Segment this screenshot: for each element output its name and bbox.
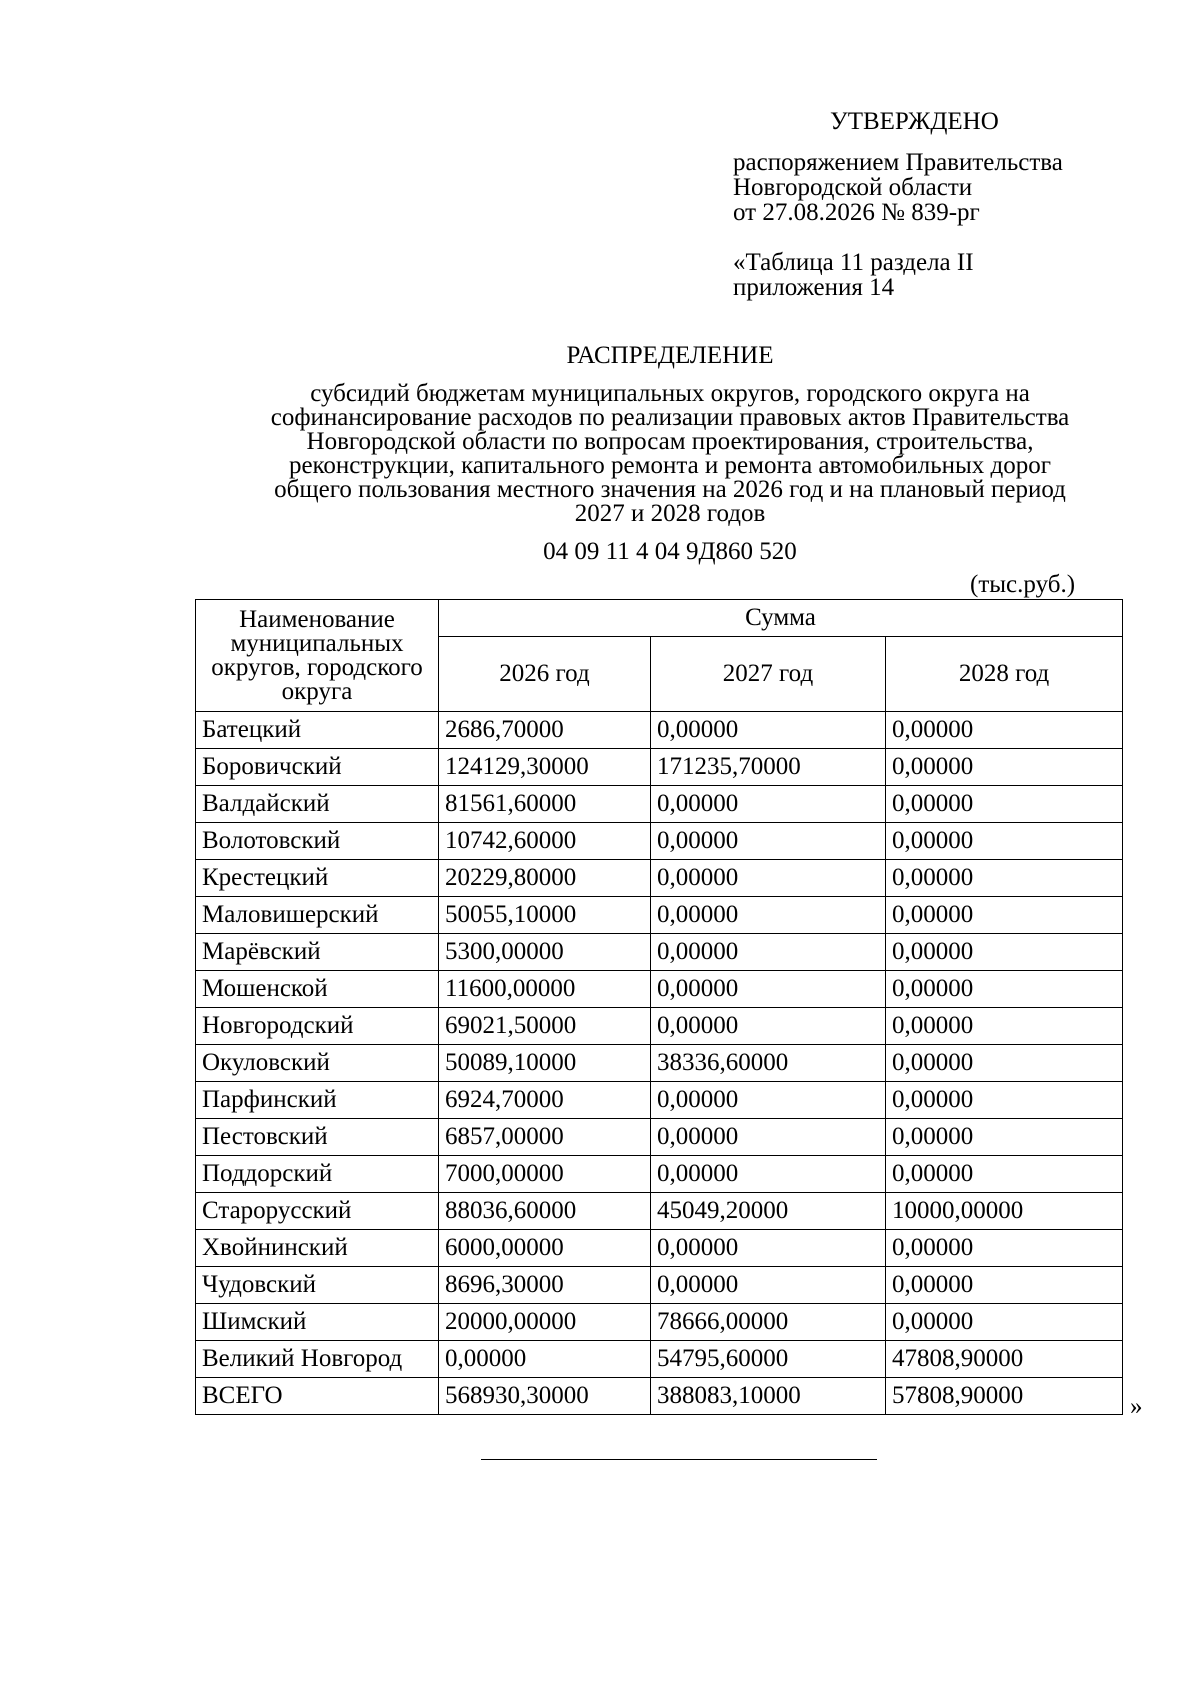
value-2028-cell: 0,00000: [886, 1045, 1123, 1082]
district-name-cell: Старорусский: [196, 1193, 439, 1230]
table-row: [196, 860, 1123, 897]
value-2026-cell: 0,00000: [439, 1341, 651, 1378]
name-column-header: Наименование муниципальных округов, городского округа: [196, 600, 439, 712]
subtitle-line: 2027 и 2028 годов: [574, 500, 766, 527]
table-row: [196, 823, 1123, 860]
value-2028-cell: 0,00000: [886, 897, 1123, 934]
value-2026-cell: 7000,00000: [439, 1156, 651, 1193]
table-row: [196, 1267, 1123, 1304]
total-row: [196, 1378, 1123, 1415]
district-name-cell: Марёвский: [196, 934, 439, 971]
district-name-cell: Крестецкий: [196, 860, 439, 897]
table-row: [196, 897, 1123, 934]
table-row: [196, 712, 1123, 749]
district-name-cell: Великий Новгород: [196, 1341, 439, 1378]
district-name-cell: Батецкий: [196, 712, 439, 749]
district-name-cell: Валдайский: [196, 786, 439, 823]
district-name-cell: Хвойнинский: [196, 1230, 439, 1267]
value-2028-cell: 0,00000: [886, 749, 1123, 786]
units-label: (тыс.руб.): [970, 571, 1076, 598]
subtitle-line: субсидий бюджетам муниципальных округов, городского округа на: [310, 380, 1030, 407]
value-2028-cell: 47808,90000: [886, 1341, 1123, 1378]
value-2026-cell: 5300,00000: [439, 934, 651, 971]
document-subtitle: [190, 382, 1150, 526]
table-row: [196, 971, 1123, 1008]
value-2027-cell: 0,00000: [651, 1082, 886, 1119]
value-2026-cell: 20000,00000: [439, 1304, 651, 1341]
district-name-cell: ВСЕГО: [196, 1378, 439, 1415]
value-2027-cell: 54795,60000: [651, 1341, 886, 1378]
table-row: [196, 1341, 1123, 1378]
table-row: [196, 1008, 1123, 1045]
value-2026-cell: 2686,70000: [439, 712, 651, 749]
table-row: [196, 749, 1123, 786]
table-row: [196, 1045, 1123, 1082]
table-row: [196, 1304, 1123, 1341]
table-reference-line: приложения 14: [733, 274, 895, 301]
value-2028-cell: 0,00000: [886, 1230, 1123, 1267]
table-row: [196, 934, 1123, 971]
district-name-cell: Маловишерский: [196, 897, 439, 934]
value-2027-cell: 0,00000: [651, 712, 886, 749]
subtitle-line: софинансирование расходов по реализации правовых актов Правительства: [270, 404, 1070, 431]
value-2028-cell: 0,00000: [886, 860, 1123, 897]
value-2028-cell: 0,00000: [886, 1008, 1123, 1045]
approval-line: Новгородской области: [733, 174, 973, 201]
document-heading: РАСПРЕДЕЛЕНИЕ: [566, 342, 774, 369]
district-name-cell: Чудовский: [196, 1267, 439, 1304]
value-2026-cell: 6857,00000: [439, 1119, 651, 1156]
approval-title: УТВЕРЖДЕНО: [830, 108, 999, 135]
value-2028-cell: 0,00000: [886, 1119, 1123, 1156]
value-2028-cell: 0,00000: [886, 823, 1123, 860]
table-row: [196, 1230, 1123, 1267]
district-name-cell: Мошенской: [196, 971, 439, 1008]
value-2027-cell: 78666,00000: [651, 1304, 886, 1341]
value-2026-cell: 8696,30000: [439, 1267, 651, 1304]
value-2026-cell: 11600,00000: [439, 971, 651, 1008]
value-2028-cell: 0,00000: [886, 1156, 1123, 1193]
value-2026-cell: 50055,10000: [439, 897, 651, 934]
value-2026-cell: 20229,80000: [439, 860, 651, 897]
value-2028-cell: 0,00000: [886, 934, 1123, 971]
value-2026-cell: 50089,10000: [439, 1045, 651, 1082]
subtitle-line: общего пользования местного значения на 2026 год и на плановый период: [274, 476, 1066, 503]
distribution-table: [195, 599, 1123, 1415]
value-2028-cell: 0,00000: [886, 786, 1123, 823]
signature-line: [481, 1459, 877, 1460]
value-2026-cell: 6000,00000: [439, 1230, 651, 1267]
value-2027-cell: 0,00000: [651, 971, 886, 1008]
subtitle-line: Новгородской области по вопросам проектирования, строительства,: [306, 428, 1034, 455]
value-2026-cell: 124129,30000: [439, 749, 651, 786]
sum-header: Сумма: [439, 600, 1123, 637]
value-2027-cell: 0,00000: [651, 897, 886, 934]
district-name-cell: Шимский: [196, 1304, 439, 1341]
district-name-cell: Окуловский: [196, 1045, 439, 1082]
value-2027-cell: 45049,20000: [651, 1193, 886, 1230]
table-row: [196, 1193, 1123, 1230]
table-row: [196, 1119, 1123, 1156]
value-2027-cell: 0,00000: [651, 823, 886, 860]
value-2026-cell: 69021,50000: [439, 1008, 651, 1045]
value-2026-cell: 88036,60000: [439, 1193, 651, 1230]
district-name-cell: Волотовский: [196, 823, 439, 860]
value-2028-cell: 0,00000: [886, 1082, 1123, 1119]
value-2026-cell: 10742,60000: [439, 823, 651, 860]
value-2027-cell: 0,00000: [651, 1008, 886, 1045]
year-header-2028: 2028 год: [886, 637, 1123, 712]
value-2027-cell: 0,00000: [651, 786, 886, 823]
district-name-cell: Парфинский: [196, 1082, 439, 1119]
budget-code: 04 09 11 4 04 9Д860 520: [543, 538, 797, 565]
value-2027-cell: 0,00000: [651, 1230, 886, 1267]
district-name-cell: Пестовский: [196, 1119, 439, 1156]
value-2027-cell: 0,00000: [651, 860, 886, 897]
table-reference-line: «Таблица 11 раздела II: [733, 249, 974, 276]
value-2028-cell: 57808,90000: [886, 1378, 1123, 1415]
district-name-cell: Новгородский: [196, 1008, 439, 1045]
value-2027-cell: 0,00000: [651, 1156, 886, 1193]
value-2028-cell: 10000,00000: [886, 1193, 1123, 1230]
value-2027-cell: 38336,60000: [651, 1045, 886, 1082]
closing-quote: »: [1130, 1393, 1143, 1420]
value-2028-cell: 0,00000: [886, 712, 1123, 749]
value-2026-cell: 6924,70000: [439, 1082, 651, 1119]
value-2027-cell: 0,00000: [651, 934, 886, 971]
value-2027-cell: 388083,10000: [651, 1378, 886, 1415]
value-2028-cell: 0,00000: [886, 971, 1123, 1008]
district-name-cell: Боровичский: [196, 749, 439, 786]
value-2028-cell: 0,00000: [886, 1304, 1123, 1341]
value-2026-cell: 568930,30000: [439, 1378, 651, 1415]
value-2027-cell: 0,00000: [651, 1267, 886, 1304]
table-row: [196, 1082, 1123, 1119]
year-header-2026: 2026 год: [439, 637, 651, 712]
value-2026-cell: 81561,60000: [439, 786, 651, 823]
value-2028-cell: 0,00000: [886, 1267, 1123, 1304]
value-2027-cell: 0,00000: [651, 1119, 886, 1156]
subtitle-line: реконструкции, капитального ремонта и ремонта автомобильных дорог: [288, 452, 1052, 479]
table-row: [196, 1156, 1123, 1193]
year-header-2027: 2027 год: [651, 637, 886, 712]
value-2027-cell: 171235,70000: [651, 749, 886, 786]
table-body: [196, 712, 1123, 1415]
district-name-cell: Поддорский: [196, 1156, 439, 1193]
approval-line: распоряжением Правительства: [733, 149, 1063, 176]
table-row: [196, 786, 1123, 823]
approval-line: от 27.08.2026 № 839-рг: [733, 199, 980, 226]
